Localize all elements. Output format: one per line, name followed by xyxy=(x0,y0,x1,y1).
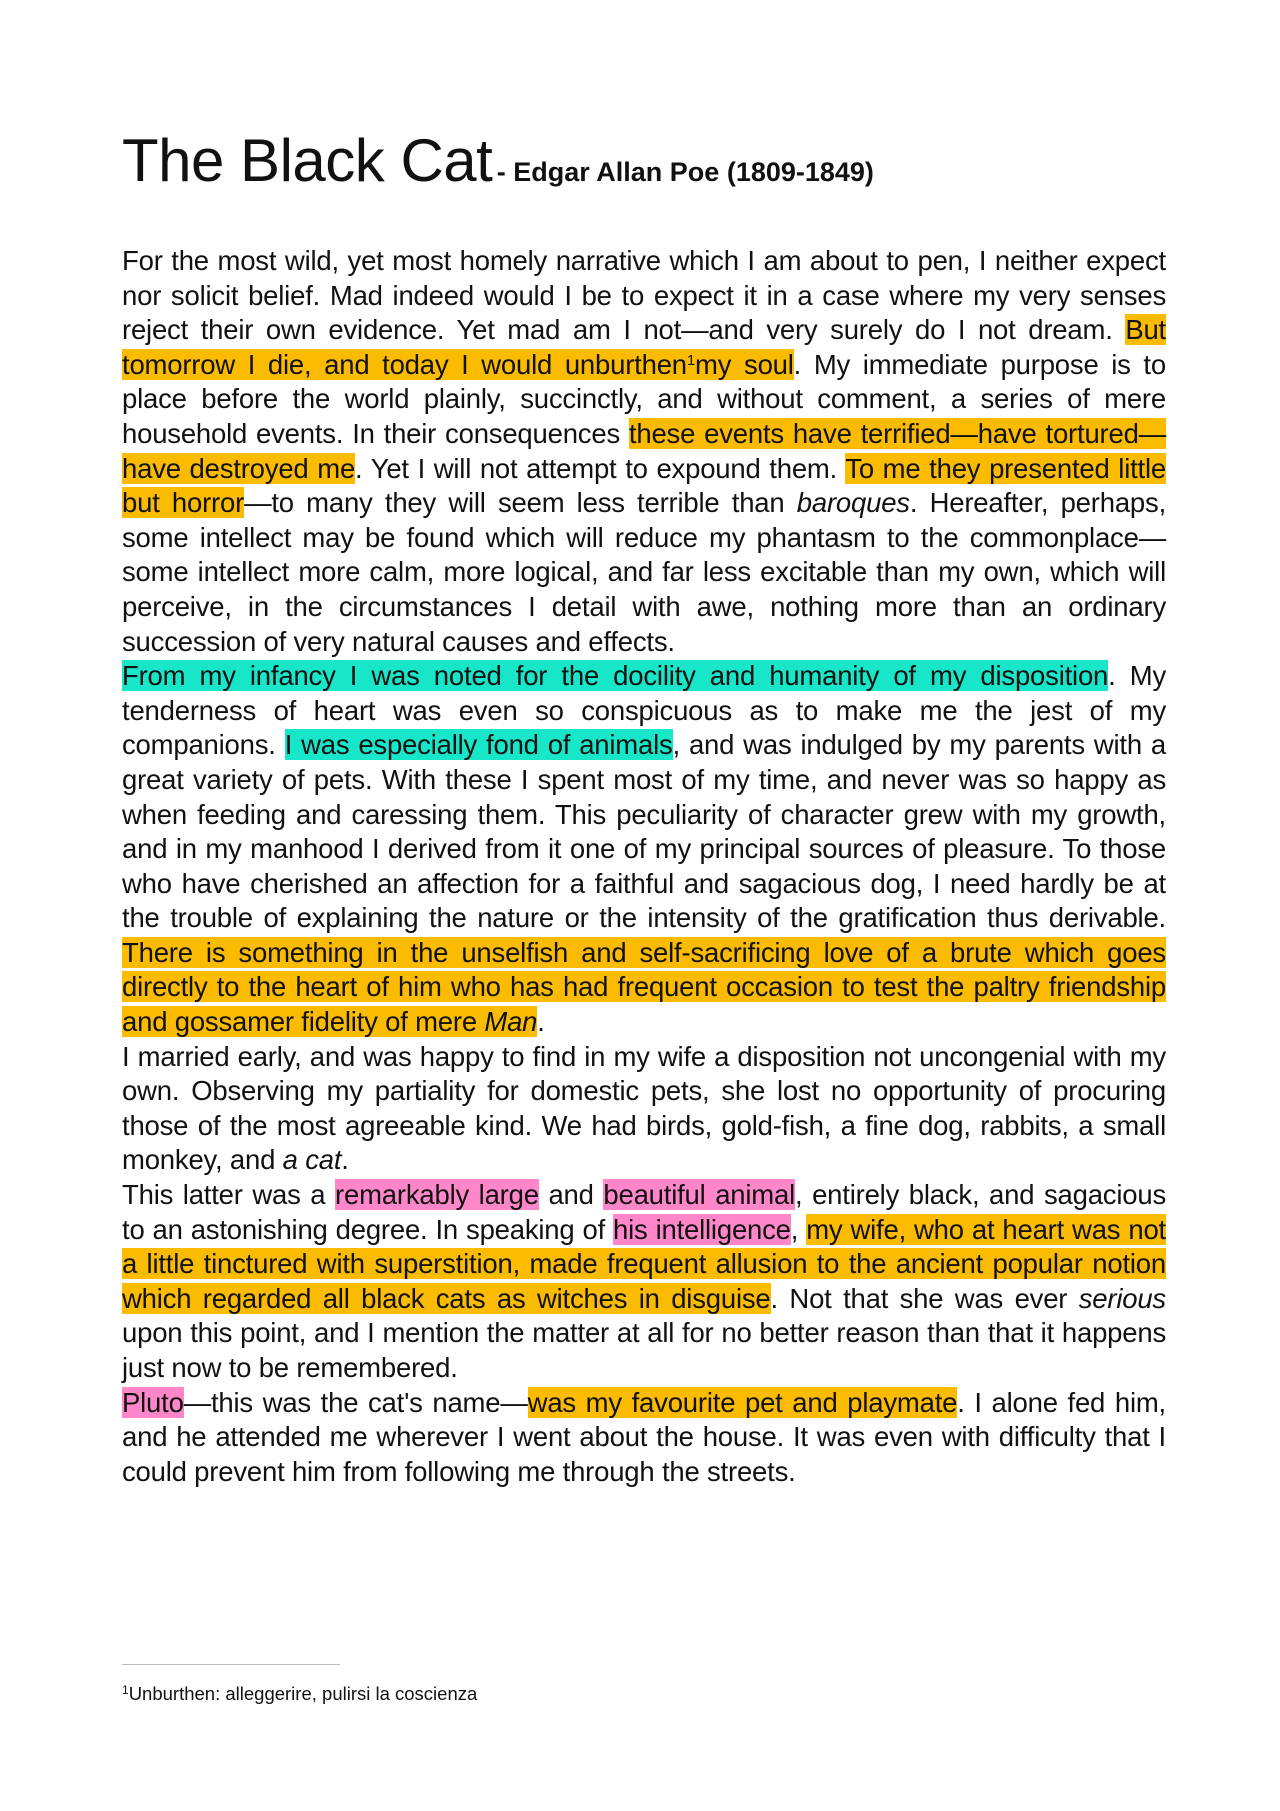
highlight-yellow: these events have terrified—have tortured—have destroyed me xyxy=(122,417,1166,484)
italic-text: a cat xyxy=(282,1144,342,1176)
highlight-pink: his intelligence xyxy=(613,1213,791,1245)
text-span: , and was indulged by my parents with a great variety of pets. With these I spent most of my time, and never was so happy as when feeding and caressing them. This peculiarity of character grew with my growth, and in my manhood I derived from it one of my principal sources of pleasure. To those who have cherished an affection for a faithful and sagacious dog, I need hardly be at the trouble of explaining the nature or the intensity of the gratification thus derivable. xyxy=(122,729,1167,934)
footnote-number: 1 xyxy=(122,1683,129,1697)
highlight-pink: remarkably large xyxy=(335,1179,539,1211)
text-span: , xyxy=(790,1213,807,1245)
footnote xyxy=(122,1683,477,1705)
text-span: . xyxy=(537,1006,545,1038)
highlight-text: There is something in the unselfish and self-sacrificing love of a brute which goes directly to the heart of him who has had frequent occasion to test the paltry friendship and gossamer fidelity of mere xyxy=(122,936,1166,1038)
text-span: . My tenderness of heart was even so conspicuous as to make me the jest of my companions. xyxy=(122,660,1166,761)
highlight-yellow: my wife, who at heart was not a little tinctured with superstition, made frequent allusion to the ancient popular notion which regarded all black cats as witches in disguise xyxy=(122,1213,1166,1314)
text-span: . Not that she was ever xyxy=(770,1282,1079,1314)
paragraph-1 xyxy=(122,244,1166,659)
highlight-yellow xyxy=(122,937,1166,1037)
title-line xyxy=(122,128,1166,210)
text-span: . Hereafter, perhaps, some intellect may be found which will reduce my phantasm to the commonplace—some intellect more calm, more logical, and far less excitable than my own, which will perceive, in the circumstances I detail with awe, nothing more than an ordinary succession of very natural causes and effects. xyxy=(122,487,1167,657)
highlight-text: my soul xyxy=(695,348,794,380)
paragraph-5 xyxy=(122,1386,1166,1490)
text-span: . I alone fed him, and he attended me wherever I went about the house. It was even with difficulty that I could prevent him from following me through the streets. xyxy=(122,1386,1167,1487)
text-span: —this was the cat's name— xyxy=(183,1386,528,1418)
text-span: . xyxy=(341,1144,349,1176)
italic-text: Man xyxy=(484,1006,538,1038)
footnote-text: Unburthen: alleggerire, pulirsi la coscienza xyxy=(128,1683,478,1704)
highlight-pink: beautiful animal xyxy=(603,1179,796,1211)
highlight-yellow: To me they presented little but horror xyxy=(122,452,1167,519)
author-subtitle: - Edgar Allan Poe (1809-1849) xyxy=(496,157,874,187)
italic-text: baroques xyxy=(796,487,910,519)
highlight-cyan: From my infancy I was noted for the docility and humanity of my disposition xyxy=(122,660,1109,692)
text-span: . Yet I will not attempt to expound them. xyxy=(355,452,846,484)
text-span: . My immediate purpose is to place before the world plainly, succinctly, and without comment, a series of mere household events. In their consequences xyxy=(122,348,1166,449)
paragraph-4 xyxy=(122,1178,1166,1386)
highlight-yellow: was my favourite pet and playmate xyxy=(527,1386,958,1418)
paragraph-3 xyxy=(122,1040,1166,1178)
italic-text: serious xyxy=(1078,1282,1166,1314)
highlight-cyan: I was especially fond of animals xyxy=(284,729,673,761)
highlight-pink: Pluto xyxy=(122,1386,184,1418)
text-span: I married early, and was happy to find in my wife a disposition not uncongenial with my own. Observing my partiality for domestic pets, she lost no opportunity of procuring those of the most agreeable kind. We had birds, gold-fish, a fine dog, rabbits, a small monkey, and xyxy=(122,1040,1166,1176)
document-page xyxy=(122,128,1166,1489)
text-span: This latter was a xyxy=(122,1179,336,1211)
paragraph-2 xyxy=(122,659,1166,1040)
text-span: For the most wild, yet most homely narrative which I am about to pen, I neither expect nor solicit belief. Mad indeed would I be to expect it in a case where my very senses reject their own evidence. Yet mad am I not—and very surely do I not dream. xyxy=(122,245,1166,346)
text-span: , entirely black, and sagacious to an astonishing degree. In speaking of xyxy=(122,1179,1166,1245)
highlight-text: But tomorrow I die, and today I would unburthen xyxy=(122,314,1166,380)
footnote-reference[interactable]: 1 xyxy=(686,351,696,369)
footnote-divider xyxy=(122,1664,340,1665)
text-span: —to many they will seem less terrible than xyxy=(244,487,797,519)
text-span: upon this point, and I mention the matter at all for no better reason than that it happens just now to be remembered. xyxy=(122,1317,1166,1383)
text-span: and xyxy=(538,1179,604,1211)
document-title: The Black Cat xyxy=(122,127,493,194)
